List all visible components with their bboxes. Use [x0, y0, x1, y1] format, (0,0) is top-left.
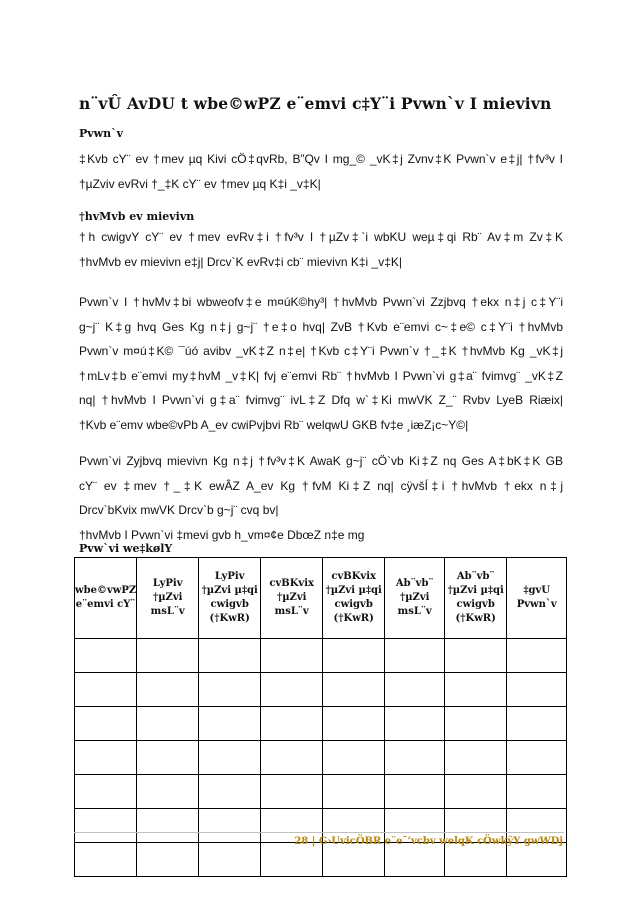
table-cell	[199, 741, 261, 775]
table-cell	[323, 741, 385, 775]
table-cell	[75, 707, 137, 741]
table-cell	[199, 673, 261, 707]
header-retail-buyer-count: LyPiv †µZvi msL¨v	[137, 558, 199, 639]
table-row	[75, 707, 567, 741]
table-cell	[385, 843, 445, 877]
table-cell	[199, 809, 261, 843]
header-retail-purchase-qty: LyPiv †µZvi µ‡qi cwigvb (†KwR)	[199, 558, 261, 639]
table-cell	[137, 775, 199, 809]
table-cell	[445, 775, 507, 809]
section-heading-demand: Pvwn`v	[79, 127, 124, 140]
header-wholesale-purchase-qty: cvBKvix †µZvi µ‡qi cwigvb (†KwR)	[323, 558, 385, 639]
text-line: nq| †hvMvb I Pvwn`vi g‡a¨ fvimvg¨ ivL‡Z Dfq w`‡Ki mwVK Z_¨ Rvbv LyeB Riæix|	[79, 393, 563, 407]
table-cell	[445, 639, 507, 673]
demand-analysis-table	[74, 557, 567, 877]
table-row	[75, 741, 567, 775]
table-cell	[199, 775, 261, 809]
table-cell	[261, 639, 323, 673]
table-cell	[199, 707, 261, 741]
table-row	[75, 673, 567, 707]
table-cell	[75, 775, 137, 809]
header-wholesale-buyer-count: cvBKvix †µZvi msL¨v	[261, 558, 323, 639]
table-cell	[75, 741, 137, 775]
text-line: †Kvb e¨emv wbe©vPb A_ev cwiPvjbvi Rb¨ welqwU GKB fv‡e ¸iæZ¡c~Y©|	[79, 417, 469, 432]
text-line: ‡Kvb cY¨ ev †mev µq Kivi cÖ‡qvRb, B”Qv I mg_© _vK‡j Zvnv‡K Pvwn`v e‡j| †fv³v I	[79, 152, 563, 166]
table-cell	[323, 775, 385, 809]
table-row	[75, 775, 567, 809]
table-cell	[75, 843, 137, 877]
table-cell	[137, 673, 199, 707]
table-cell	[199, 639, 261, 673]
table-cell	[261, 707, 323, 741]
table-cell	[507, 775, 567, 809]
page-title: n¨vÛ AvDU t wbe©wPZ e¨emvi c‡Y¨i Pvwn`v I mievivn	[79, 94, 552, 113]
table-cell	[323, 843, 385, 877]
table-cell	[75, 809, 137, 843]
text-line: Drcv`bKvix mwVK Drcv`b g~j¨ cvq bv|	[79, 503, 279, 517]
table-cell	[261, 775, 323, 809]
section-heading-supply: †hvMvb ev mievivn	[79, 210, 195, 223]
table-cell	[385, 673, 445, 707]
header-other-purchase-qty: Ab¨vb¨ †µZvi µ‡qi cwigvb (†KwR)	[445, 558, 507, 639]
page-footer: 28 | G›UvicÖBR e¨e¯’vcbv welqK cÖwkÿY gwWDj	[294, 836, 563, 847]
table-cell	[507, 843, 567, 877]
table-cell	[323, 707, 385, 741]
table-cell	[445, 843, 507, 877]
table-cell	[137, 741, 199, 775]
table-cell	[323, 673, 385, 707]
paragraph-balance	[79, 290, 563, 437]
table-cell	[385, 741, 445, 775]
paragraph-demand	[79, 147, 563, 196]
header-total-demand: ‡gvU Pvwn`v	[507, 558, 567, 639]
table-cell	[507, 707, 567, 741]
text-line: Pvwn`vi Zyjbvq mievivn Kg n‡j †fv³v‡K AwaK g~j¨ cÖ`vb Ki‡Z nq Ges A‡bK‡K GB	[79, 454, 563, 468]
paragraph-shortage	[79, 449, 563, 547]
table-cell	[323, 639, 385, 673]
table-row	[75, 639, 567, 673]
table-header-row	[75, 558, 567, 639]
paragraph-supply	[79, 225, 563, 274]
table-cell	[445, 741, 507, 775]
header-other-buyer-count: Ab¨vb¨ †µZvi msL¨v	[385, 558, 445, 639]
table-cell	[137, 639, 199, 673]
text-line: Pvwn`v m¤ú‡K© ¯úó avibv _vK‡Z n‡e| †Kvb c‡Y¨i Pvwn`v †_‡K †hvMvb Kg _vK‡j	[79, 344, 563, 358]
table-cell	[385, 639, 445, 673]
text-line: †µZviv evRvi †_‡K cY¨ ev †mev µq K‡i _v‡K|	[79, 176, 321, 191]
table-cell	[137, 707, 199, 741]
table-cell	[137, 843, 199, 877]
text-line: Pvwn`v I †hvMv‡bi wbweofv‡e m¤úK©hy³| †hvMvb Pvwn`vi Zzjbvq †ekx n‡j c‡Y¨i	[79, 295, 563, 309]
table-cell	[385, 775, 445, 809]
text-line: g~j¨ K‡g hvq Ges Kg n‡j g~j¨ †e‡o hvq| ZvB †Kvb e¨emvi c~‡e© c‡Y¨i †hvMvb	[79, 319, 563, 334]
footer-divider	[74, 832, 564, 833]
table-cell	[507, 673, 567, 707]
text-line: †hvMvb ev mievivn e‡j| Drcv`K evRv‡i cb¨ mievivn K‡i _v‡K|	[79, 254, 403, 269]
table-row	[75, 843, 567, 877]
table-cell	[445, 707, 507, 741]
table-cell	[75, 639, 137, 673]
table-cell	[507, 741, 567, 775]
table-cell	[261, 673, 323, 707]
table-caption: Pvw`vi we‡kølY	[79, 542, 173, 555]
table-cell	[75, 673, 137, 707]
table-cell	[385, 707, 445, 741]
text-line: †h cwigvY cY¨ ev †mev evRv‡i †fv³v I †µZv‡`i wbKU weµ‡qi Rb¨ Av‡m Zv‡K	[79, 230, 563, 244]
table-cell	[445, 673, 507, 707]
table-cell	[507, 639, 567, 673]
table-cell	[199, 843, 261, 877]
header-product: wbe©vwPZ e¨emvi cY¨	[75, 558, 137, 639]
text-line: †mLv‡b e¨emvi my‡hvM _v‡K| fvj e¨emvi Rb¨ †hvMvb I Pvwn`vi g‡a¨ fvimvg¨ _vK‡Z	[79, 368, 563, 383]
text-line: cY¨ ev ‡mev †_‡K ewÂZ A_ev Kg †fvM Ki‡Z nq| cÿvšÍ‡i †hvMvb †ekx n‡j	[79, 478, 563, 493]
table-cell	[137, 809, 199, 843]
table-cell	[261, 741, 323, 775]
text-line: †hvMvb I Pvwn`vi ‡mevi gvb h_vm¤¢e DbœZ n‡e mg	[79, 527, 365, 542]
table-cell	[261, 843, 323, 877]
